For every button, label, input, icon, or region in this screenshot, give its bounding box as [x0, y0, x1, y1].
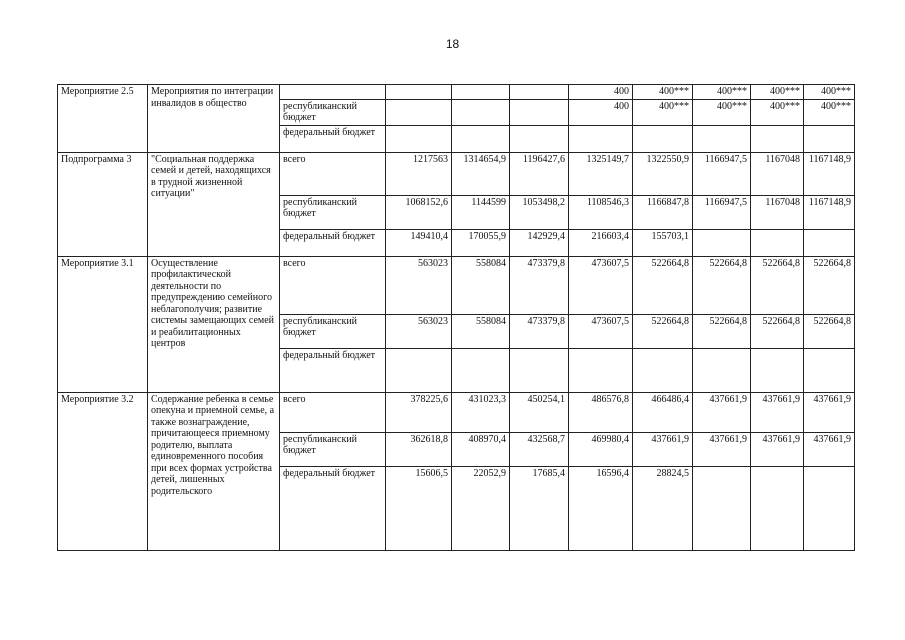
- value-cell: [386, 85, 452, 100]
- value-cell: 149410,4: [386, 229, 452, 256]
- value-cell: 1167148,9: [804, 195, 855, 229]
- value-cell: 450254,1: [510, 392, 569, 432]
- value-cell: 437661,9: [804, 432, 855, 466]
- value-cell: [510, 99, 569, 125]
- value-cell: 473607,5: [569, 256, 633, 314]
- value-cell: 437661,9: [751, 392, 804, 432]
- value-cell: [452, 85, 510, 100]
- budget-table: [57, 84, 855, 551]
- value-cell: [751, 348, 804, 392]
- value-cell: 400***: [633, 85, 693, 100]
- value-cell: [452, 348, 510, 392]
- value-cell: 431023,3: [452, 392, 510, 432]
- value-cell: 522664,8: [804, 256, 855, 314]
- value-cell: [804, 125, 855, 152]
- value-cell: 466486,4: [633, 392, 693, 432]
- text-cell: "Социальная поддержка семей и детей, находящихся в трудной жизненной ситуации": [148, 152, 280, 256]
- text-cell: Мероприятия по интеграции инвалидов в общество: [148, 85, 280, 153]
- value-cell: 522664,8: [751, 256, 804, 314]
- value-cell: [386, 125, 452, 152]
- value-cell: 400***: [804, 85, 855, 100]
- value-cell: 522664,8: [804, 314, 855, 348]
- value-cell: 400***: [693, 85, 751, 100]
- value-cell: 522664,8: [633, 314, 693, 348]
- value-cell: 1217563: [386, 152, 452, 195]
- value-cell: 1167048: [751, 152, 804, 195]
- text-cell: всего: [280, 152, 386, 195]
- value-cell: 432568,7: [510, 432, 569, 466]
- table-row: [58, 152, 855, 195]
- text-cell: Содержание ребенка в семье опекуна и приемной семье, а также вознаграждение, причитающееся приемному родителю, выплата единовременного пособия при всех формах устройства детей, лишенных родительского: [148, 392, 280, 550]
- value-cell: 216603,4: [569, 229, 633, 256]
- value-cell: 1196427,6: [510, 152, 569, 195]
- value-cell: 563023: [386, 256, 452, 314]
- value-cell: 400***: [751, 99, 804, 125]
- value-cell: 16596,4: [569, 466, 633, 550]
- table-row: [58, 85, 855, 100]
- value-cell: 558084: [452, 314, 510, 348]
- value-cell: [804, 229, 855, 256]
- text-cell: федеральный бюджет: [280, 125, 386, 152]
- value-cell: [569, 348, 633, 392]
- value-cell: 400***: [633, 99, 693, 125]
- value-cell: 400: [569, 85, 633, 100]
- value-cell: 1108546,3: [569, 195, 633, 229]
- value-cell: 473379,8: [510, 256, 569, 314]
- text-cell: республиканский бюджет: [280, 432, 386, 466]
- value-cell: 522664,8: [633, 256, 693, 314]
- value-cell: 28824,5: [633, 466, 693, 550]
- value-cell: [510, 85, 569, 100]
- value-cell: [452, 99, 510, 125]
- value-cell: 1167048: [751, 195, 804, 229]
- value-cell: [510, 125, 569, 152]
- text-cell: федеральный бюджет: [280, 229, 386, 256]
- text-cell: федеральный бюджет: [280, 466, 386, 550]
- value-cell: 1166947,5: [693, 152, 751, 195]
- value-cell: [751, 229, 804, 256]
- text-cell: Подпрограмма 3: [58, 152, 148, 256]
- value-cell: [633, 125, 693, 152]
- table-row: [58, 392, 855, 432]
- value-cell: [804, 348, 855, 392]
- text-cell: всего: [280, 256, 386, 314]
- value-cell: 437661,9: [693, 392, 751, 432]
- value-cell: [693, 229, 751, 256]
- value-cell: 437661,9: [633, 432, 693, 466]
- value-cell: [452, 125, 510, 152]
- value-cell: 522664,8: [751, 314, 804, 348]
- value-cell: 1144599: [452, 195, 510, 229]
- value-cell: 170055,9: [452, 229, 510, 256]
- value-cell: 522664,8: [693, 314, 751, 348]
- value-cell: 400***: [804, 99, 855, 125]
- value-cell: 473379,8: [510, 314, 569, 348]
- text-cell: [280, 85, 386, 100]
- value-cell: 22052,9: [452, 466, 510, 550]
- value-cell: 15606,5: [386, 466, 452, 550]
- value-cell: [751, 466, 804, 550]
- value-cell: [386, 348, 452, 392]
- text-cell: Осуществление профилактической деятельности по предупреждению семейного неблагополучия; развитие системы замещающих семей и реабилитационных центров: [148, 256, 280, 392]
- value-cell: 1166947,5: [693, 195, 751, 229]
- value-cell: 142929,4: [510, 229, 569, 256]
- value-cell: [693, 348, 751, 392]
- value-cell: 400***: [693, 99, 751, 125]
- value-cell: 1325149,7: [569, 152, 633, 195]
- text-cell: Мероприятие 3.2: [58, 392, 148, 550]
- value-cell: 155703,1: [633, 229, 693, 256]
- table-row: [58, 256, 855, 314]
- value-cell: 1167148,9: [804, 152, 855, 195]
- text-cell: Мероприятие 2.5: [58, 85, 148, 153]
- value-cell: 1314654,9: [452, 152, 510, 195]
- page-number: 18: [445, 37, 460, 51]
- value-cell: [569, 125, 633, 152]
- value-cell: [751, 125, 804, 152]
- text-cell: всего: [280, 392, 386, 432]
- text-cell: республиканский бюджет: [280, 99, 386, 125]
- value-cell: 437661,9: [751, 432, 804, 466]
- value-cell: [633, 348, 693, 392]
- value-cell: 378225,6: [386, 392, 452, 432]
- table-body: [58, 85, 855, 551]
- value-cell: 362618,8: [386, 432, 452, 466]
- text-cell: Мероприятие 3.1: [58, 256, 148, 392]
- value-cell: 437661,9: [693, 432, 751, 466]
- value-cell: 1322550,9: [633, 152, 693, 195]
- value-cell: [693, 466, 751, 550]
- value-cell: 1166847,8: [633, 195, 693, 229]
- value-cell: [510, 348, 569, 392]
- value-cell: 522664,8: [693, 256, 751, 314]
- text-cell: федеральный бюджет: [280, 348, 386, 392]
- value-cell: 1068152,6: [386, 195, 452, 229]
- value-cell: [693, 125, 751, 152]
- text-cell: республиканский бюджет: [280, 195, 386, 229]
- value-cell: 486576,8: [569, 392, 633, 432]
- value-cell: 408970,4: [452, 432, 510, 466]
- text-cell: республиканский бюджет: [280, 314, 386, 348]
- value-cell: [804, 466, 855, 550]
- value-cell: 437661,9: [804, 392, 855, 432]
- value-cell: [386, 99, 452, 125]
- value-cell: 17685,4: [510, 466, 569, 550]
- value-cell: 1053498,2: [510, 195, 569, 229]
- value-cell: 473607,5: [569, 314, 633, 348]
- value-cell: 469980,4: [569, 432, 633, 466]
- value-cell: 563023: [386, 314, 452, 348]
- value-cell: 400***: [751, 85, 804, 100]
- value-cell: 400: [569, 99, 633, 125]
- value-cell: 558084: [452, 256, 510, 314]
